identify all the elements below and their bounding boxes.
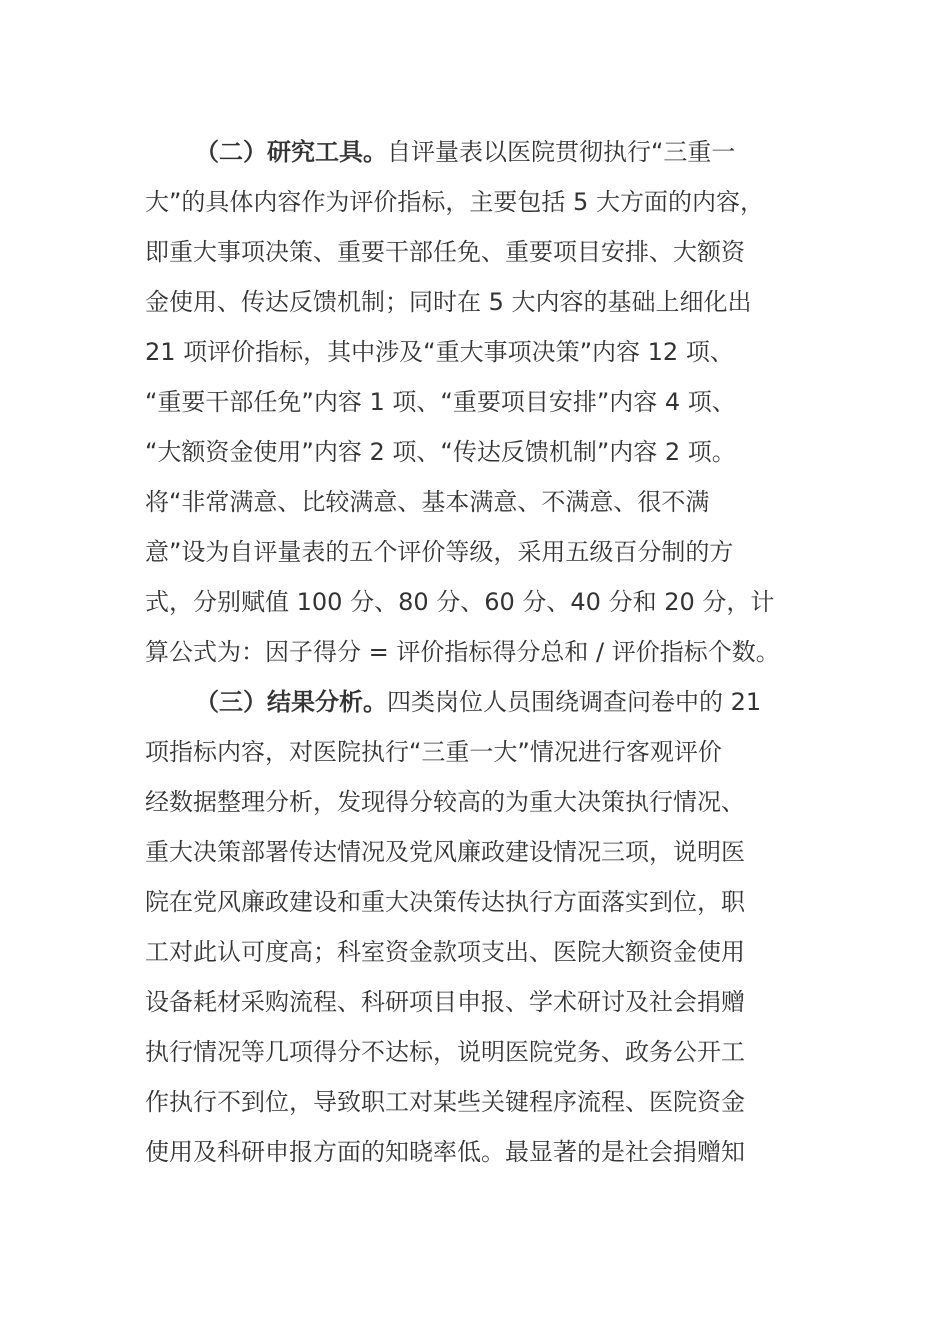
text-line: 自评量表以医院贯彻执行“三重一 (387, 138, 736, 166)
text-line: “大额资金使用”内容 2 项、“传达反馈机制”内容 2 项。 (145, 438, 736, 466)
text-line: 四类岗位人员围绕调查问卷中的 21 (387, 688, 762, 716)
text-line: “重要干部任免”内容 1 项、“重要项目安排”内容 4 项、 (145, 388, 736, 416)
text-line: 重大决策部署传达情况及党风廉政建设情况三项，说明医 (145, 838, 745, 866)
document-body (145, 127, 835, 1177)
text-line: 工对此认可度高；科室资金款项支出、医院大额资金使用 (145, 938, 745, 966)
text-line: 意”设为自评量表的五个评价等级，采用五级百分制的方 (145, 538, 734, 566)
section-heading-results-analysis: （三）结果分析。 (195, 688, 387, 716)
text-line: 使用及科研申报方面的知晓率低。最显著的是社会捐赠知 (145, 1138, 745, 1166)
text-line: 即重大事项决策、重要干部任免、重要项目安排、大额资 (145, 238, 745, 266)
text-line: 算公式为：因子得分 = 评价指标得分总和 / 评价指标个数。 (145, 638, 780, 666)
section-heading-research-tools: （二）研究工具。 (195, 138, 387, 166)
text-line: 将“非常满意、比较满意、基本满意、不满意、很不满 (145, 488, 710, 516)
text-line: 21 项评价指标，其中涉及“重大事项决策”内容 12 项、 (145, 338, 734, 366)
text-line: 金使用、传达反馈机制；同时在 5 大内容的基础上细化出 (145, 288, 752, 316)
text-line: 项指标内容，对医院执行“三重一大”情况进行客观评价 (145, 738, 722, 766)
paragraph-results-first-line (145, 677, 835, 727)
text-line: 设备耗材采购流程、科研项目申报、学术研讨及社会捐赠 (145, 988, 745, 1016)
text-line: 院在党风廉政建设和重大决策传达执行方面落实到位，职 (145, 888, 745, 916)
text-line: 作执行不到位，导致职工对某些关键程序流程、医院资金 (145, 1088, 745, 1116)
text-line: 大”的具体内容作为评价指标，主要包括 5 大方面的内容， (145, 188, 764, 216)
text-line: 经数据整理分析，发现得分较高的为重大决策执行情况、 (145, 788, 745, 816)
paragraph-research-tools-first-line (145, 127, 835, 177)
text-line: 执行情况等几项得分不达标，说明医院党务、政务公开工 (145, 1038, 745, 1066)
text-line: 式，分别赋值 100 分、80 分、60 分、40 分和 20 分，计 (145, 588, 775, 616)
